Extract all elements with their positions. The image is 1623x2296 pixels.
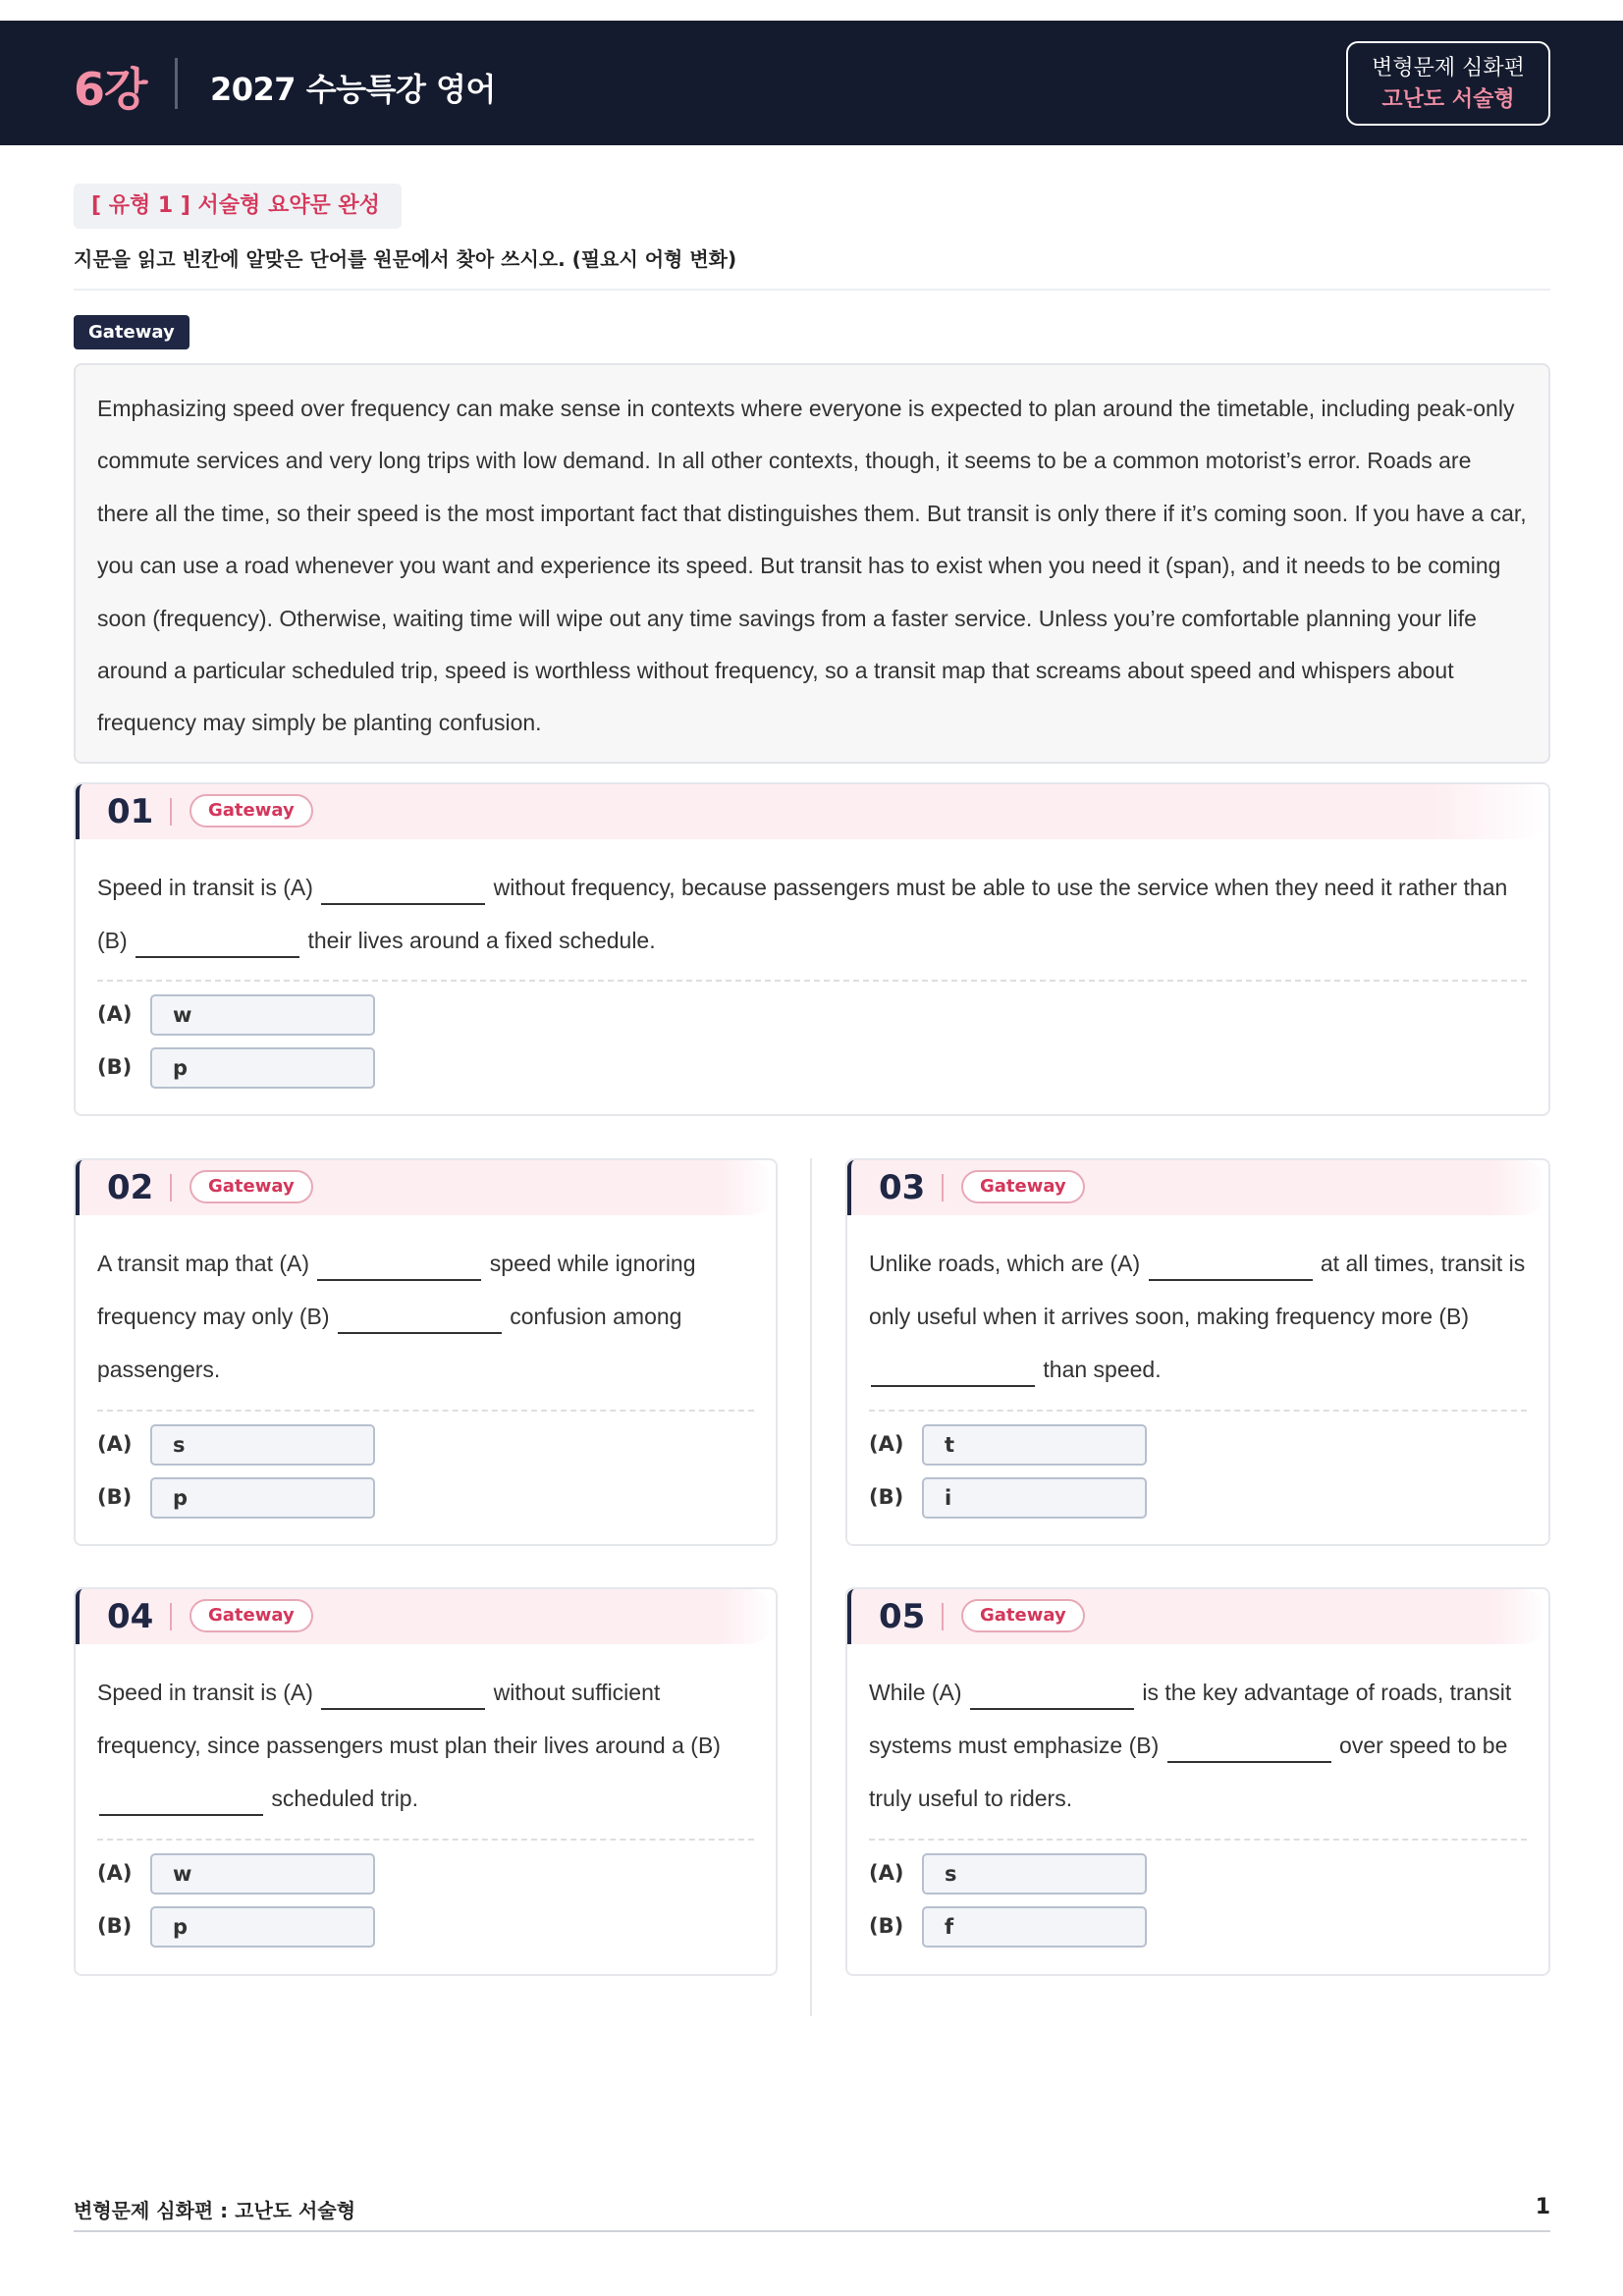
sentence-part: Unlike roads, which are (A) [869,1251,1147,1276]
question-sentence [869,1666,1527,1825]
page-header [0,21,1623,145]
blank-a [321,903,485,905]
answer-field-a[interactable]: w [150,1853,375,1895]
question-header-separator [170,1603,172,1630]
footer-title: 변형문제 심화편 : 고난도 서술형 [74,2199,356,2222]
edition-badge-line2: 고난도 서술형 [1381,87,1515,112]
answer-divider [869,1410,1527,1412]
sentence-part: A transit map that (A) [97,1251,316,1276]
question-number: 05 [879,1597,926,1636]
instruction-text: 지문을 읽고 빈칸에 알맞은 단어를 원문에서 찾아 쓰시오. (필요시 어형 변화) [74,247,737,271]
answer-field-a[interactable]: s [150,1424,375,1466]
blank-a [321,1708,485,1710]
page-number: 1 [1535,2195,1550,2219]
question-source-tag: Gateway [189,1170,313,1203]
answer-divider [97,980,1527,982]
question-header-separator [170,1174,172,1201]
question-card-02 [74,1158,778,1546]
question-number: 04 [107,1597,154,1636]
sentence-part: confusion among passengers. [97,1304,682,1382]
question-header [847,1589,1548,1644]
sentence-part: Speed in transit is (A) [97,1680,320,1705]
answer-label: (A) [869,1861,904,1885]
question-header-separator [170,798,172,826]
answer-field-a[interactable]: t [922,1424,1147,1466]
blank-b [1167,1761,1331,1763]
question-number: 01 [107,792,154,831]
sentence-part: over speed to be truly useful to riders. [869,1733,1508,1811]
answer-label: (B) [869,1485,904,1509]
sentence-part: Speed in transit is (A) [97,875,320,900]
answer-label: (A) [97,1002,133,1026]
sentence-part: their lives around a fixed schedule. [301,928,656,953]
answer-divider [869,1839,1527,1841]
question-type-tag: [ 유형 1 ] 서술형 요약문 완성 [74,184,402,229]
question-source-tag: Gateway [961,1170,1085,1203]
question-header [76,1589,776,1644]
sentence-part: While (A) [869,1680,968,1705]
answer-divider [97,1839,754,1841]
column-divider [810,1158,812,2016]
question-source-tag: Gateway [189,794,313,828]
question-header [847,1160,1548,1215]
blank-b [871,1385,1035,1387]
answer-field-a[interactable]: w [150,994,375,1036]
book-title: 2027 수능특강 영어 [210,71,496,108]
answer-field-b[interactable]: p [150,1047,375,1089]
answer-label: (B) [97,1485,133,1509]
question-header-separator [942,1174,944,1201]
answer-field-b[interactable]: i [922,1477,1147,1519]
sentence-part: without sufficient frequency, since passengers must plan their lives around a (B) [97,1680,721,1758]
blank-a [970,1708,1134,1710]
section-divider [74,289,1550,291]
blank-b [99,1814,263,1816]
sentence-part: without frequency, because passengers must be able to use the service when they need it rather than (B) [97,875,1508,953]
answer-field-b[interactable]: p [150,1477,375,1519]
question-number: 02 [107,1168,154,1207]
question-card-05 [845,1587,1550,1976]
answer-divider [97,1410,754,1412]
edition-badge-line1: 변형문제 심화편 [1372,56,1525,80]
answer-label: (B) [97,1055,133,1079]
sentence-part: at all times, transit is only useful when it arrives soon, making frequency more (B) [869,1251,1526,1329]
answer-label: (A) [97,1432,133,1456]
answer-label: (A) [97,1861,133,1885]
question-source-tag: Gateway [189,1599,313,1632]
question-header-separator [942,1603,944,1630]
question-card-03 [845,1158,1550,1546]
blank-b [338,1332,502,1334]
header-separator [175,58,178,109]
answer-label: (B) [97,1914,133,1938]
question-sentence [97,1237,754,1396]
footer-divider [74,2230,1550,2232]
passage-source-tag: Gateway [74,315,189,349]
sentence-part: than speed. [1037,1357,1162,1382]
answer-field-a[interactable]: s [922,1853,1147,1895]
question-card-01 [74,782,1550,1116]
passage-text: Emphasizing speed over frequency can make sense in contexts where everyone is expected to plan around the timetable, including peak-only commute services and very long trips with low demand. In all other contexts, though, it seems to be a common motorist’s error. Roads are there all the time, so their speed is the most important fact that distinguishes them. But transit is only there if it’s coming soon. If you have a car, you can use a road whenever you want and experience its speed. But transit has to exist when you need it (span), and it needs to be coming soon (frequency). Otherwise, waiting time will wipe out any time savings from a faster service. Unless you’re comfortable planning your life around a particular scheduled trip, speed is worthless without frequency, so a transit map that screams about speed and whispers about frequency may simply be planting confusion. [97,396,1527,736]
question-sentence [869,1237,1527,1396]
question-number: 03 [879,1168,926,1207]
answer-field-b[interactable]: p [150,1906,375,1948]
question-header [76,1160,776,1215]
blank-b [135,956,299,958]
sentence-part: speed while ignoring frequency may only (B) [97,1251,696,1329]
sentence-part: is the key advantage of roads, transit systems must emphasize (B) [869,1680,1512,1758]
question-sentence [97,861,1527,967]
question-card-04 [74,1587,778,1976]
passage-box [74,363,1550,764]
question-header [76,784,1548,839]
blank-a [1149,1279,1313,1281]
answer-label: (B) [869,1914,904,1938]
answer-label: (A) [869,1432,904,1456]
blank-a [317,1279,481,1281]
answer-field-b[interactable]: f [922,1906,1147,1948]
lesson-number: 6강 [74,63,147,116]
edition-badge [1346,41,1550,126]
question-sentence [97,1666,754,1825]
sentence-part: scheduled trip. [265,1786,418,1811]
question-source-tag: Gateway [961,1599,1085,1632]
